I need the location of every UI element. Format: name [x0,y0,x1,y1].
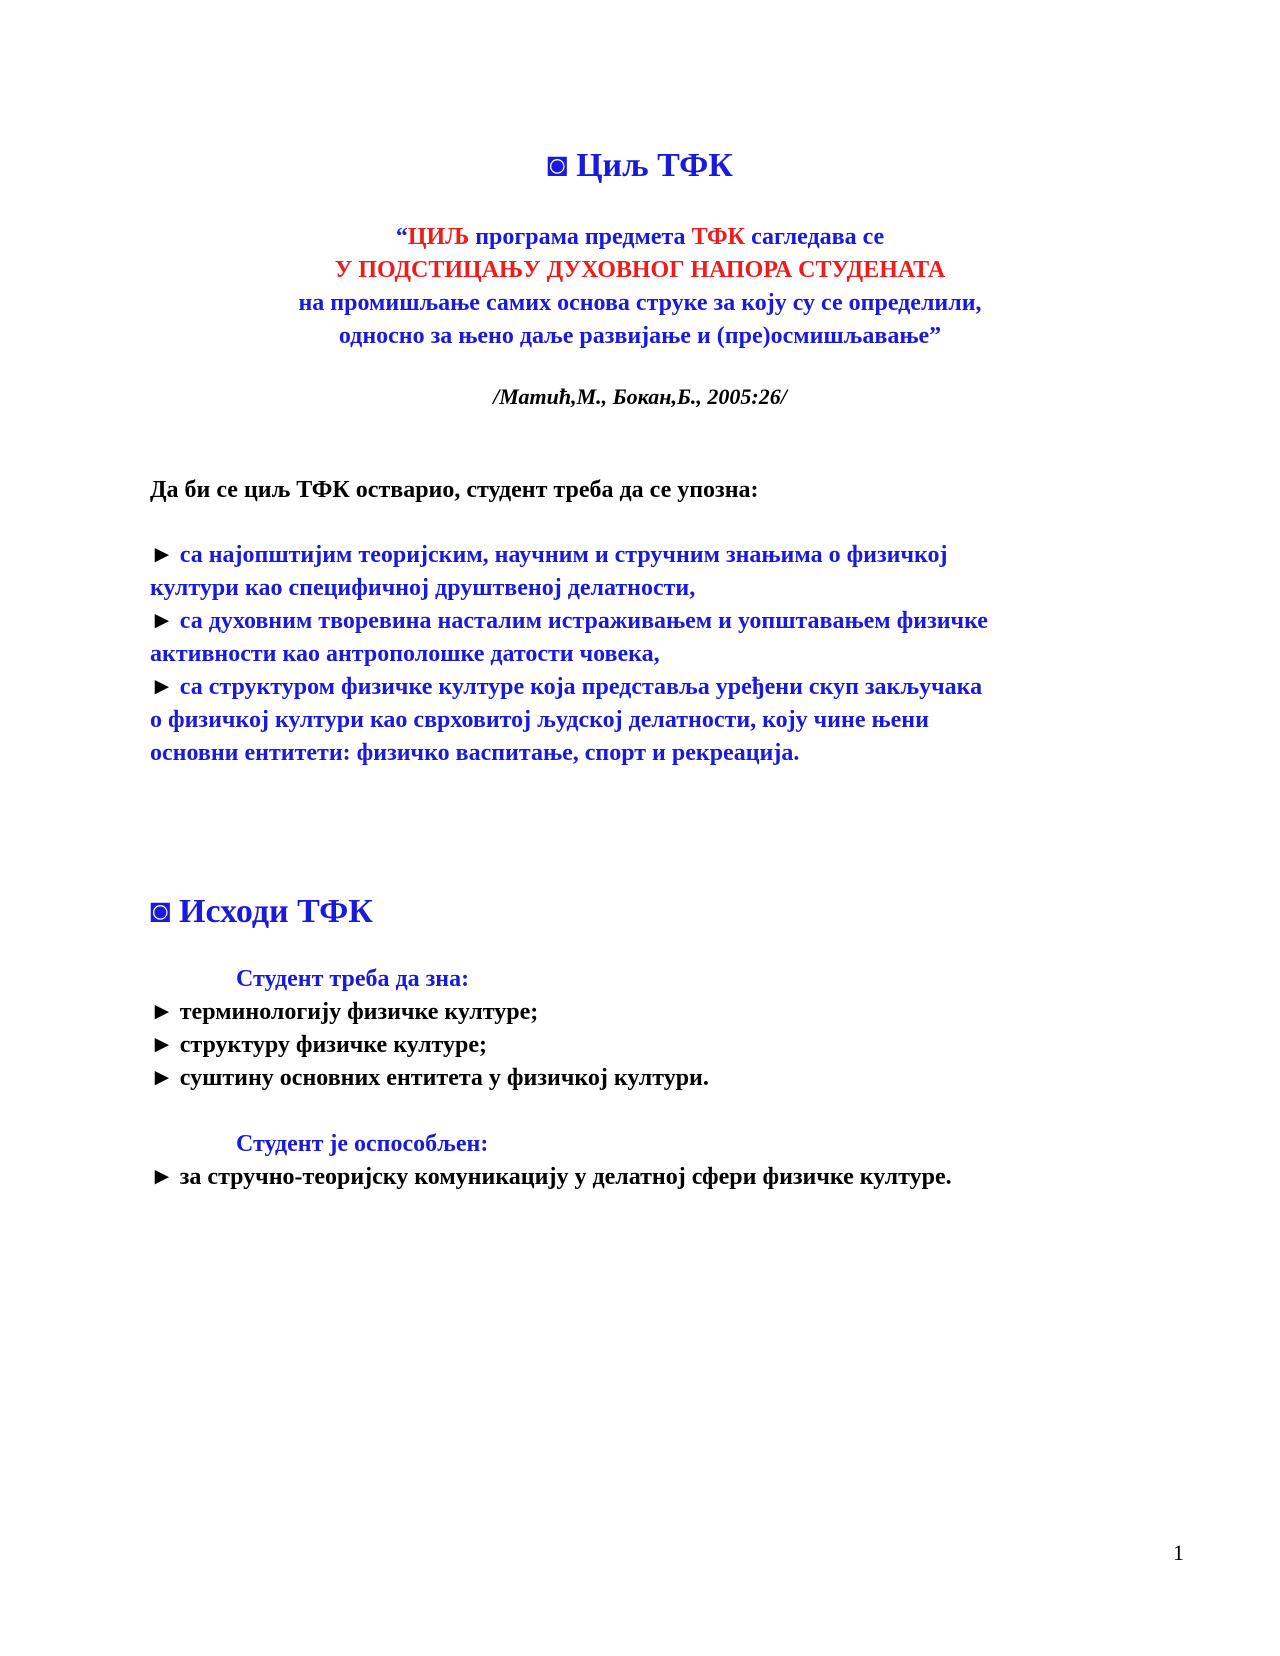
arrow-bullet-icon: ► [150,608,174,634]
quote-line-1 [0,221,1280,254]
arrow-bullet-icon: ► [150,674,174,700]
list-item: ► за стручно-теоријску комуникацију у делатној сфери физичке културе. [150,1164,952,1190]
arrow-bullet-icon: ► [150,1032,174,1058]
section-title-cilj [0,146,1280,186]
list-item: ► структуру физичке културе; [150,1032,488,1058]
quote-line-3: на промишљање самих основа струке за коју су се определили, [298,290,982,316]
list-item: ► суштину основних ентитета у физичкој култури. [150,1065,709,1091]
knows-list [150,996,709,1095]
quote-keyword-cilj: ЦИЉ [407,224,470,250]
page-number: 1 [1173,1540,1184,1565]
quote-text: сагледава се [745,224,885,250]
goal-item-3-line-3: основни ентитети: физичко васпитање, спорт и рекреација. [150,740,800,766]
section-title-ishodi [150,892,373,932]
arrow-bullet-icon: ► [150,999,174,1025]
citation: /Матић,М., Бокан,Б., 2005:26/ [493,384,787,409]
quote-line-4: односно за њено даље развијање и (пре)осмишљавање” [338,323,942,349]
square-bullet-icon: ◙ [150,893,171,930]
goal-item-2-line-1: ► са духовним творевина насталим истраживањем и уопштавањем физичке [150,608,988,634]
goal-item-2-line-2: активности као антрополошке датости човека, [150,641,660,667]
subheading-knows: Студент треба да зна: [236,966,470,992]
goal-item-1-line-2: култури као специфичној друштвеној делатности, [150,575,696,601]
arrow-bullet-icon: ► [150,542,174,568]
able-list [150,1161,952,1194]
goal-item-3-line-1: ► са структуром физичке културе која представља уређени скуп закључака [150,674,983,700]
quote-line-2: У ПОДСТИЦАЊУ ДУХОВНОГ НАПОРА СТУДЕНАТА [334,257,946,283]
section-title-text: Исходи ТФК [170,893,373,930]
arrow-bullet-icon: ► [150,1065,174,1091]
section-title-text: Циљ ТФК [567,147,733,184]
subheading-able: Студент је оспособљен: [236,1131,489,1157]
arrow-bullet-icon: ► [150,1164,174,1190]
goals-list [150,539,1190,770]
square-bullet-icon: ◙ [547,147,568,184]
goal-item-1-line-1: ► са најопштијим теоријским, научним и стручним знањима о физичкој [150,542,948,568]
intro-paragraph: Да би се циљ ТФК остварио, студент треба да се упозна: [150,477,759,503]
quote-keyword-tfk: ТФК [691,224,746,250]
list-item: ► терминологију физичке културе; [150,999,539,1025]
quote-text: програма предмета [469,224,692,250]
goal-quote [0,221,1280,353]
open-quote-mark: “ [395,224,408,250]
goal-item-3-line-2: о физичкој култури као сврховитој људској делатности, коју чине њени [150,707,929,733]
